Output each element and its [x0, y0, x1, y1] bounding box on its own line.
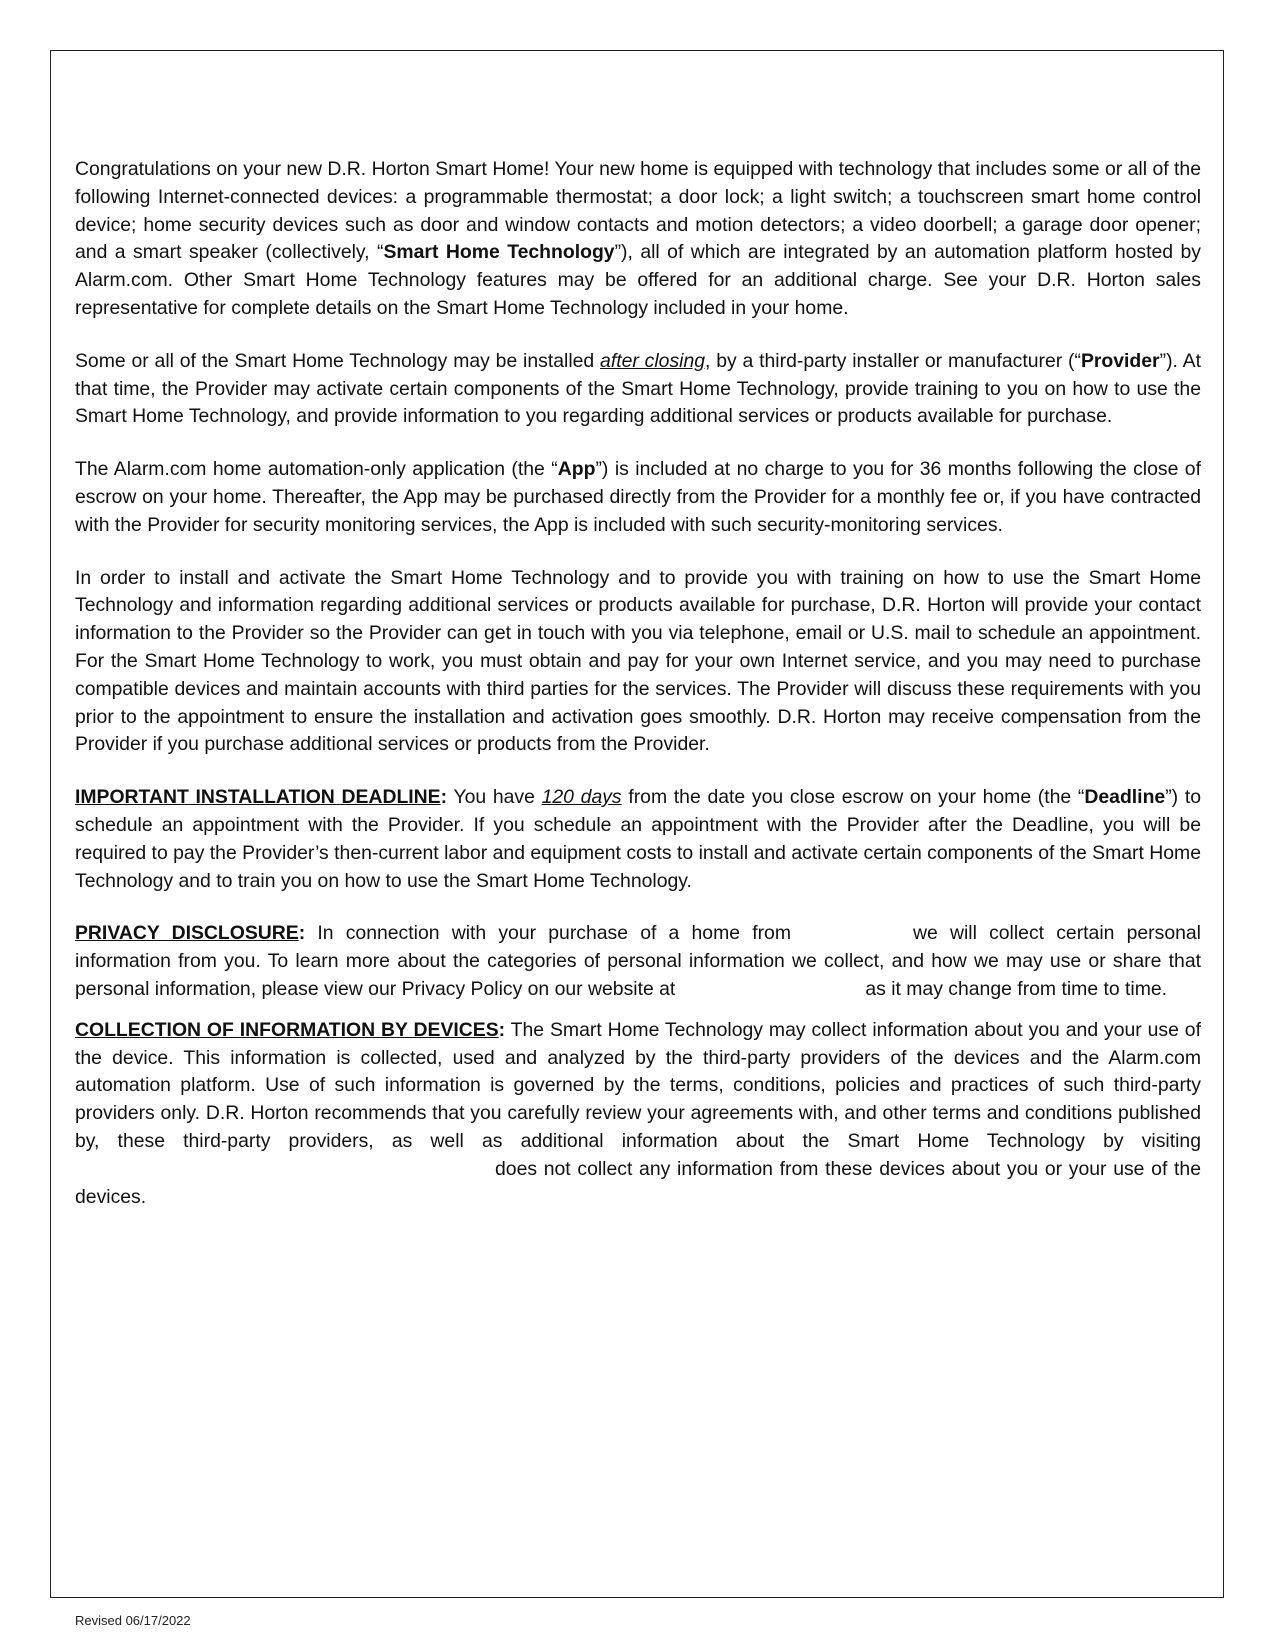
app-paragraph: The Alarm.com home automation-only application (the “App”) is included at no charge to you for 36 months following the close of escrow on your home. Thereafter, the App may be purchased directly from the Provider for a monthly fee or, if you have contracted with the Provider for security monitoring services, the App is included with such security-monitoring services.	[75, 458, 1201, 536]
collection-heading: COLLECTION OF INFORMATION BY DEVICES	[75, 1018, 499, 1041]
privacy-heading: PRIVACY DISCLOSURE	[75, 922, 299, 945]
term-app: App	[557, 458, 596, 481]
privacy-paragraph: PRIVACY DISCLOSURE: In connection with your purchase of a home from we will collect certain personal information from you. To learn more about the categories of personal information we collect, and how we may use or share that personal information, please view our Privacy Policy on our website at as it may change from time to time.	[75, 922, 1201, 1000]
term-deadline: Deadline	[1084, 786, 1166, 809]
120-days-emphasis: 120 days	[541, 786, 622, 809]
activation-paragraph: In order to install and activate the Smart Home Technology and to provide you with training on how to use the Smart Home Technology and information regarding additional services or products available for purchase, D.R. Horton will provide your contact information to the Provider so the Provider can get in touch with you via telephone, email or U.S. mail to schedule an appointment. For the Smart Home Technology to work, you must obtain and pay for your own Internet service, and you may need to purchase compatible devices and maintain accounts with third parties for the services. The Provider will discuss these requirements with you prior to the appointment to ensure the installation and activation goes smoothly. D.R. Horton may receive compensation from the Provider if you purchase additional services or products from the Provider.	[75, 566, 1201, 756]
term-provider: Provider	[1080, 349, 1160, 372]
revised-date: Revised 06/17/2022	[75, 1613, 191, 1628]
collection-paragraph: COLLECTION OF INFORMATION BY DEVICES: The Smart Home Technology may collect information about you and your use of the device. This information is collected, used and analyzed by the third-party providers of the devices and the Alarm.com automation platform. Use of such information is governed by the terms, conditions, policies and practices of such third-party providers only. D.R. Horton recommends that you carefully review your agreements with, and other terms and conditions published by, these third-party providers, as well as additional information about the Smart Home Technology by visitingdoes not collect any information from these devices about you or your use of the devices.	[75, 1018, 1201, 1208]
installation-paragraph: Some or all of the Smart Home Technology may be installed after closing, by a third-party installer or manufacturer (“Provider”). At that time, the Provider may activate certain components of the Smart Home Technology, provide training to you on how to use the Smart Home Technology, and provide information to you regarding additional services or products available for purchase.	[75, 349, 1201, 428]
document-body	[75, 156, 1201, 1236]
term-smart-home-technology: Smart Home Technology	[383, 241, 615, 264]
intro-paragraph: Congratulations on your new D.R. Horton Smart Home! Your new home is equipped with technology that includes some or all of the following Internet-connected devices: a programmable thermostat; a door lock; a light switch; a touchscreen smart home control device; home security devices such as door and window contacts and motion detectors; a video doorbell; a garage door opener; and a smart speaker (collectively, “Smart Home Technology”), all of which are integrated by an automation platform hosted by Alarm.com. Other Smart Home Technology features may be offered for an additional charge. See your D.R. Horton sales representative for complete details on the Smart Home Technology included in your home.	[75, 158, 1201, 319]
after-closing-emphasis: after closing	[600, 349, 706, 372]
deadline-paragraph: IMPORTANT INSTALLATION DEADLINE: You have 120 days from the date you close escrow on your home (the “Deadline”) to schedule an appointment with the Provider. If you schedule an appointment with the Provider after the Deadline, you will be required to pay the Provider’s then-current labor and equipment costs to install and activate certain components of the Smart Home Technology and to train you on how to use the Smart Home Technology.	[75, 786, 1201, 892]
deadline-heading: IMPORTANT INSTALLATION DEADLINE	[75, 786, 441, 809]
